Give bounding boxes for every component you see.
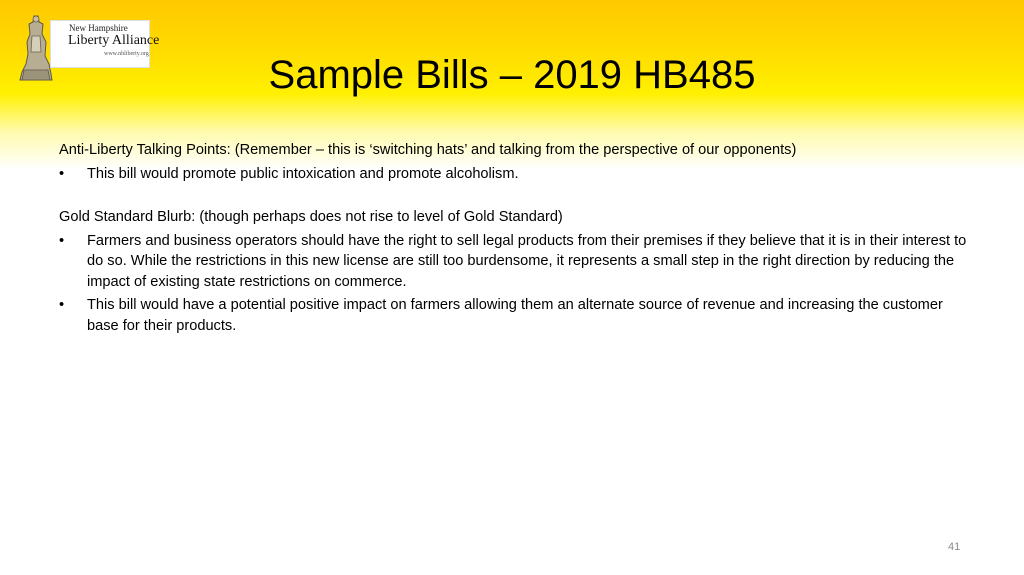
slide-title: Sample Bills – 2019 HB485 (268, 53, 756, 97)
logo-line-website: www.nhliberty.org (104, 51, 149, 57)
bullet-text: This bill would promote public intoxication and promote alcoholism. (87, 165, 519, 182)
bullet-icon: • (59, 232, 65, 249)
slide-body (59, 140, 969, 336)
bullet-text: This bill would have a potential positive impact on farmers allowing them an alternate source of revenue and increasing the customer base for their products. (87, 297, 943, 334)
bullet-list-gold-standard (59, 231, 969, 337)
list-item (59, 164, 969, 185)
bullet-icon: • (59, 165, 65, 182)
list-item (59, 295, 969, 336)
section-heading-gold-standard: Gold Standard Blurb: (though perhaps does not rise to level of Gold Standard) (59, 209, 563, 225)
section-heading-anti-liberty: Anti-Liberty Talking Points: (Remember – this is ‘switching hats’ and talking from the perspective of our opponents) (59, 142, 797, 158)
list-item (59, 231, 969, 293)
logo-line-liberty-alliance: Liberty Alliance (68, 33, 160, 48)
bullet-list-anti-liberty (59, 164, 969, 185)
bullet-text: Farmers and business operators should have the right to sell legal products from their premises if they believe that it is in their interest to do so. While the restrictions in this new license are still too burdensome, it represents a small step in the right direction by reducing the impact of existing state restrictions on commerce. (87, 232, 967, 290)
logo-line-new-hampshire: New Hampshire (69, 23, 128, 33)
section-spacer (59, 184, 969, 207)
bullet-icon: • (59, 297, 65, 313)
page-number: 41 (948, 541, 961, 553)
